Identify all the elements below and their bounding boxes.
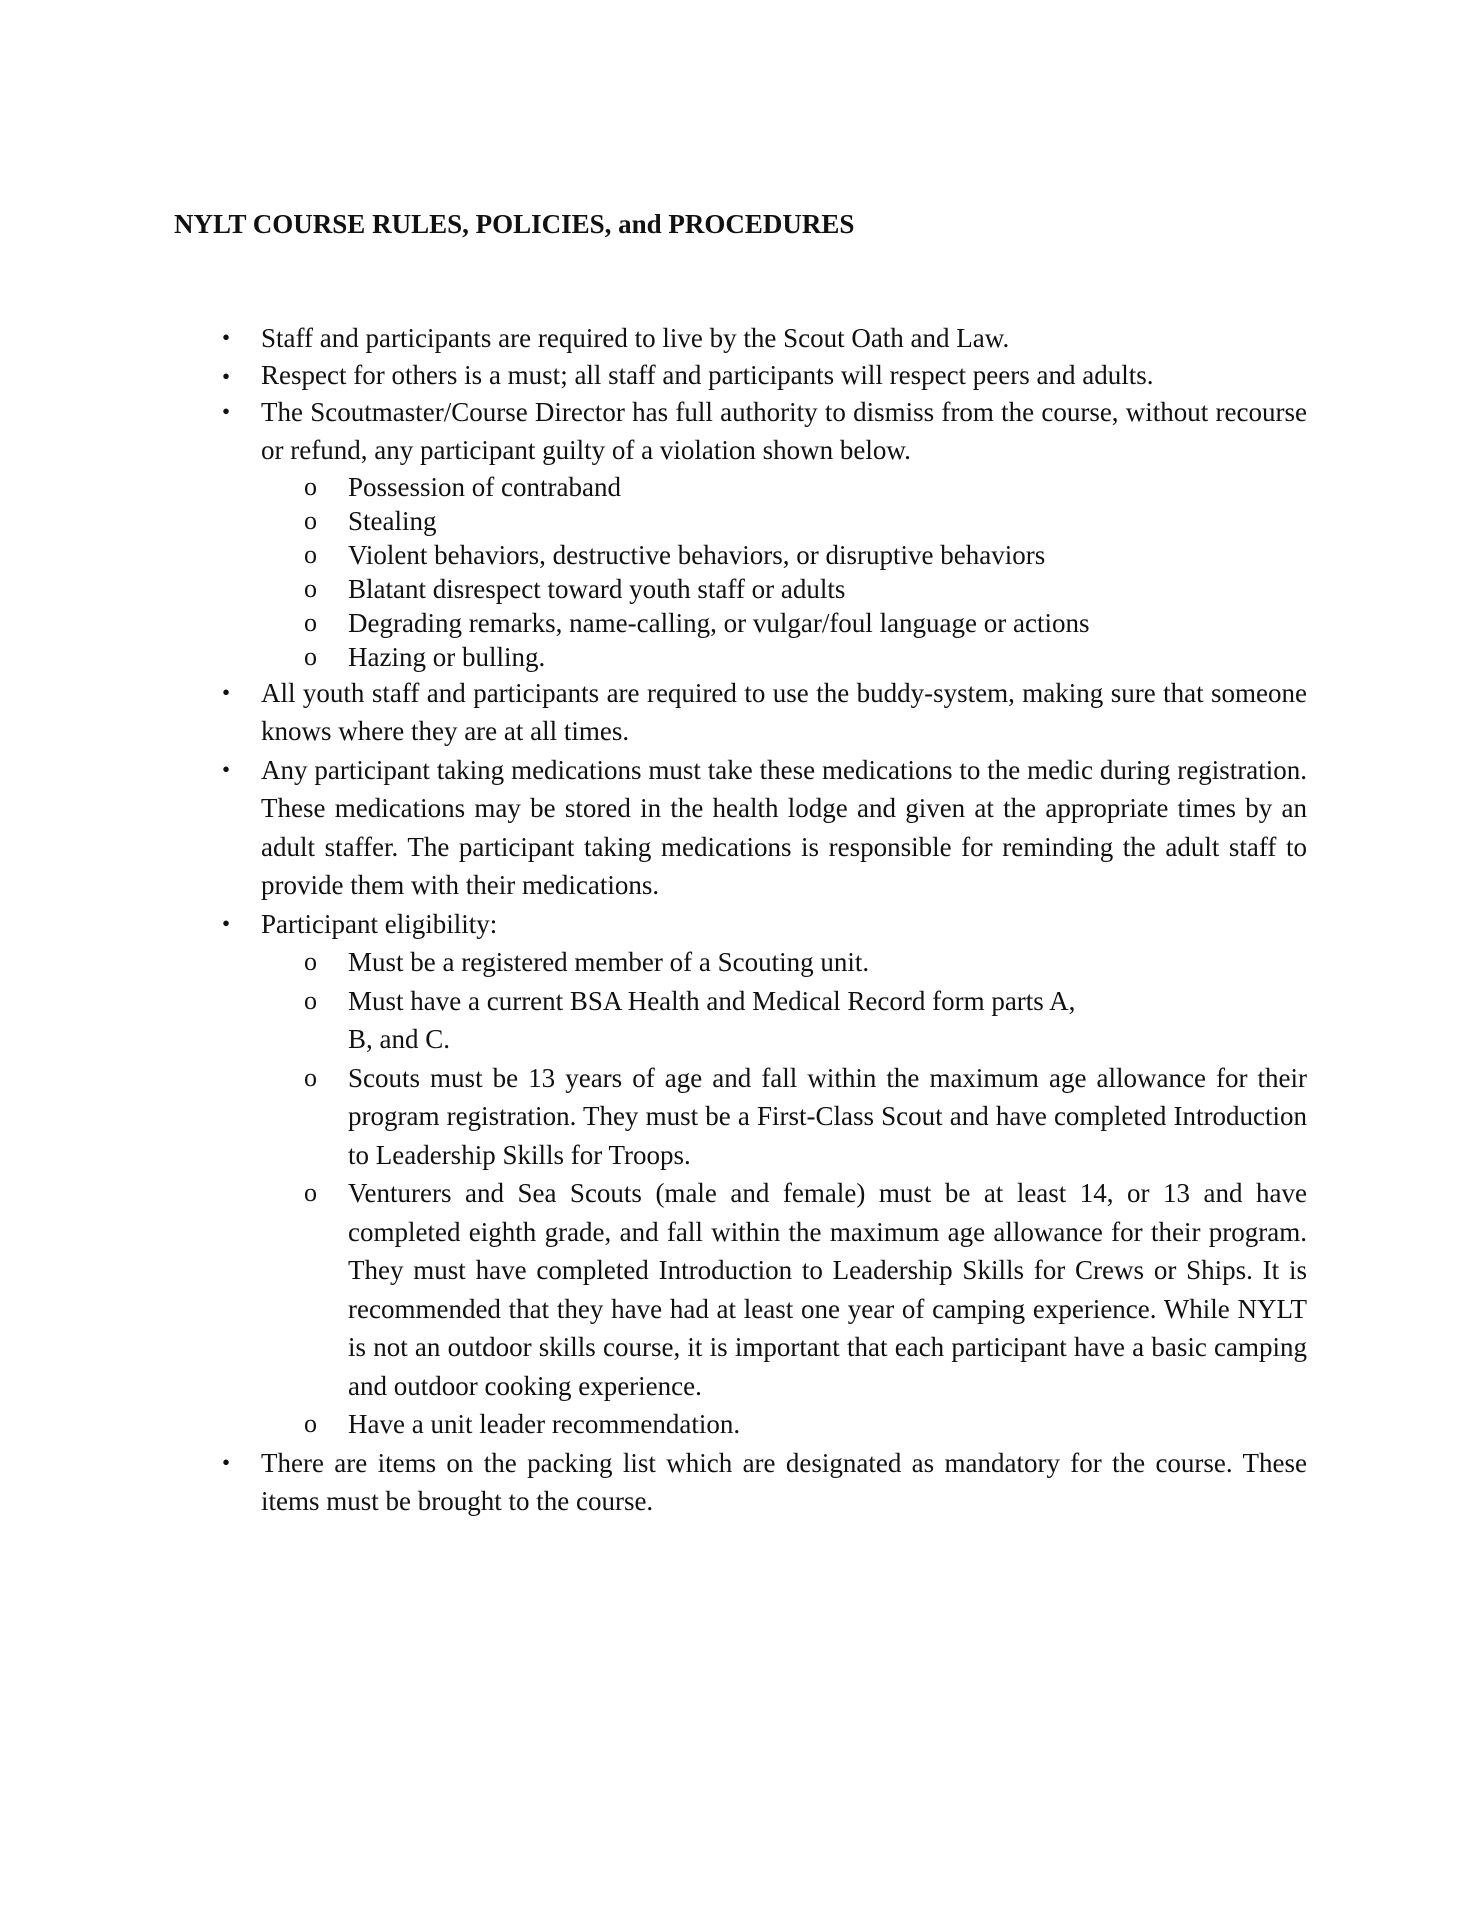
sub-bullet-icon: o (304, 947, 317, 976)
sub-bullet-icon: o (304, 641, 317, 671)
sub-bullet-icon: o (304, 1062, 317, 1092)
violation-item (261, 470, 1307, 504)
violation-text: Stealing (348, 505, 437, 536)
eligibility-text: Venturers and Sea Scouts (male and female) must be at least 14, or 13 and have completed eighth grade, and fall within the maximum age allowance for their program. They must have completed Introduction to Leadership Skills for Crews or Ships. It is recommended that they have had at least one year of camping experience. While NYLT is not an outdoor skills course, it is important that each participant have a basic camping and outdoor cooking experience. (348, 1178, 1307, 1401)
rule-item (0, 1444, 1307, 1521)
sub-bullet-icon: o (304, 471, 317, 501)
eligibility-item (261, 943, 1307, 982)
eligibility-item (261, 1174, 1307, 1405)
bullet-icon: • (221, 1449, 231, 1475)
violation-item (261, 504, 1307, 538)
violation-text: Blatant disrespect toward youth staff or adults (348, 573, 846, 604)
rule-text: There are items on the packing list which are designated as mandatory for the course. These items must be brought to the course. (261, 1447, 1307, 1516)
violation-text: Possession of contraband (348, 471, 621, 502)
eligibility-item (261, 1405, 1307, 1444)
eligibility-text: Have a unit leader recommendation. (348, 1409, 741, 1439)
rule-item (0, 319, 1307, 358)
violation-item (261, 538, 1307, 572)
eligibility-item (261, 1059, 1307, 1175)
sub-bullet-icon: o (304, 985, 317, 1015)
bullet-icon: • (221, 363, 231, 389)
rule-text: Participant eligibility: (261, 908, 498, 939)
rule-text: All youth staff and participants are required to use the buddy-system, making sure that someone knows where they are at all times. (261, 677, 1307, 746)
violation-text: Violent behaviors, destructive behaviors, or disruptive behaviors (348, 539, 1046, 570)
eligibility-item (261, 982, 1307, 1059)
document-title: NYLT COURSE RULES, POLICIES, and PROCEDURES (174, 209, 855, 239)
eligibility-text: Scouts must be 13 years of age and fall within the maximum age allowance for their program registration. They must be a First-Class Scout and have completed Introduction to Leadership Skills for Troops. (348, 1062, 1307, 1170)
violation-text: Degrading remarks, name-calling, or vulgar/foul language or actions (348, 607, 1090, 638)
rule-text: Respect for others is a must; all staff and participants will respect peers and adults. (261, 359, 1154, 390)
sub-bullet-icon: o (304, 607, 317, 637)
bullet-icon: • (221, 756, 231, 782)
rule-text: Any participant taking medications must take these medications to the medic during registration. These medications may be stored in the health lodge and given at the appropriate times by an adult staffer. The participant taking medications is responsible for reminding the adult staff to provide them with their medications. (261, 754, 1307, 900)
bullet-icon: • (221, 398, 231, 424)
rule-item (0, 905, 1307, 1444)
sub-bullet-icon: o (304, 539, 317, 569)
sub-bullet-icon: o (304, 1409, 317, 1438)
bullet-icon: • (221, 910, 231, 936)
rule-item (0, 674, 1307, 751)
violation-item (261, 572, 1307, 606)
sub-bullet-icon: o (304, 505, 317, 535)
rule-item (0, 358, 1307, 393)
rules-list (0, 319, 1484, 1521)
violation-text: Hazing or bulling. (348, 641, 546, 672)
rule-item (0, 393, 1307, 674)
violation-item (261, 606, 1307, 640)
bullet-icon: • (221, 679, 231, 705)
violation-item (261, 640, 1307, 674)
eligibility-list (261, 943, 1307, 1444)
eligibility-text: Must have a current BSA Health and Medical Record form parts A, (348, 985, 1076, 1016)
bullet-icon: • (221, 325, 231, 350)
eligibility-text: Must be a registered member of a Scouting unit. (348, 947, 870, 977)
eligibility-text-continued: B, and C. (348, 1024, 451, 1054)
sub-bullet-icon: o (304, 1178, 317, 1207)
rule-text: Staff and participants are required to live by the Scout Oath and Law. (261, 323, 1010, 353)
violations-list (261, 470, 1307, 674)
rule-text: The Scoutmaster/Course Director has full authority to dismiss from the course, without recourse or refund, any participant guilty of a violation shown below. (261, 396, 1307, 465)
sub-bullet-icon: o (304, 573, 317, 603)
rule-item (0, 751, 1307, 905)
